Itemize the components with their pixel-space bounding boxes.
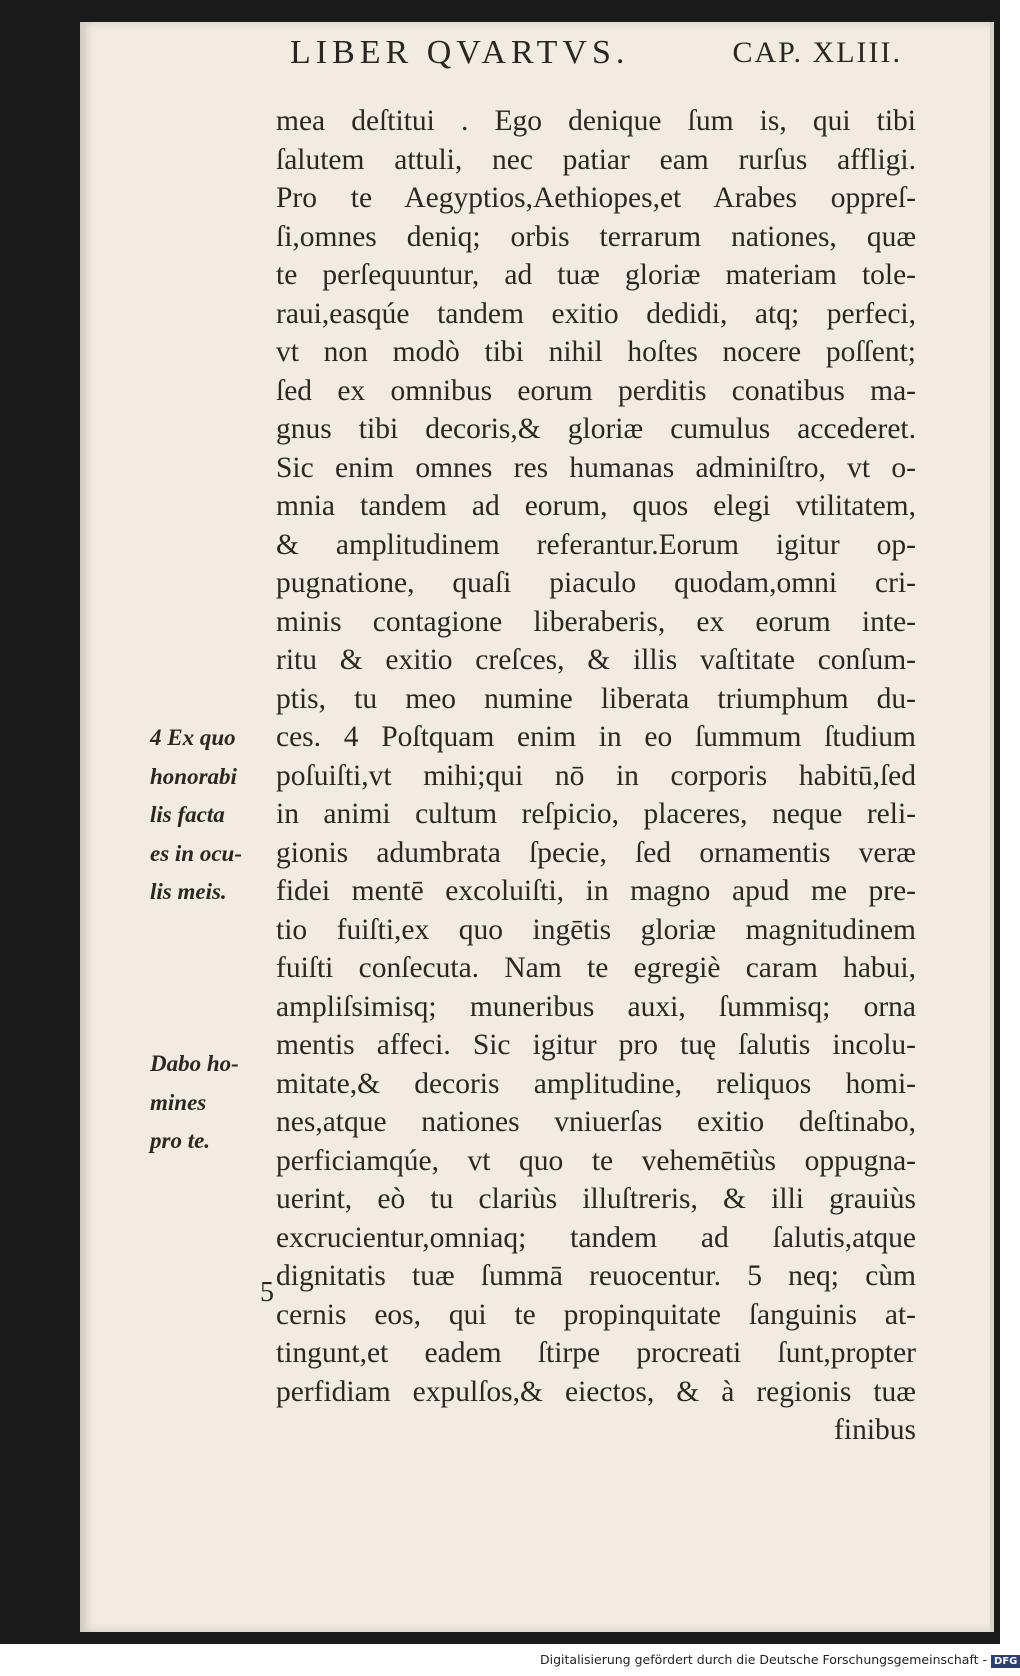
text-line: perfidiam expulſos,& eiectos, & à regionis tuæ [276,1375,916,1408]
marginal-note-line: 4 Ex quo [150,725,236,750]
main-text-block [276,102,916,1450]
text-line: tio fuiſti,ex quo ingētis gloriæ magnitudinem [276,913,916,946]
text-line: fidei mentē excoluiſti, in magno apud me pre- [276,875,916,907]
text-line: in animi cultum reſpicio, placeres, neque reli- [276,798,916,830]
text-line: ampliſsimisq; muneribus auxi, ſummisq; orna [276,990,916,1023]
text-line: fuiſti conſecuta. Nam te egregiè caram habui, [276,952,916,984]
marginal-note-line: lis meis. [150,879,227,904]
scan-border-top [0,0,1000,22]
text-line: mnia tandem ad eorum, quos elegi vtilitatem, [276,490,916,522]
text-line: minis contagione liberaberis, ex eorum inte- [276,605,916,638]
text-line: ritu & exitio creſces, & illis vaſtitate conſum- [276,644,916,676]
marginal-note-line: Dabo ho- [150,1051,239,1076]
marginal-note-line: es in ocu- [150,840,242,866]
text-line: Sic enim omnes res humanas adminiſtro, vt o- [276,451,916,484]
marginal-note-2 [150,1045,274,1161]
text-line: ces. 4 Poſtquam enim in eo ſummum ſtudium [276,721,916,753]
text-line: tingunt,et eadem ſtirpe procreati ſunt,propter [276,1337,916,1369]
text-line: finibus [834,1414,916,1446]
text-line: excrucientur,omniaq; tandem ad ſalutis,atque [276,1221,916,1254]
text-line: ſalutem attuli, nec patiar eam rurſus affligi. [276,143,916,176]
text-line: ptis, tu meo numine liberata triumphum du- [276,682,916,715]
scan-border-bottom [0,1632,1000,1644]
digitization-credit [540,1652,1020,1668]
text-line: nes,atque nationes vniuerſas exitio deſtinabo, [276,1106,916,1138]
text-line: raui,easqúe tandem exitio dedidi, atq; perfeci, [276,297,916,330]
marginal-note-line: mines [150,1089,207,1115]
text-line: dignitatis tuæ ſummā reuocentur. 5 neq; cùm [276,1260,916,1292]
text-line: uerint, eò tu clariùs illuſtreris, & illi grauiùs [276,1183,916,1215]
text-line: ſed ex omnibus eorum perditis conatibus ma- [276,374,916,407]
page-header [290,34,910,74]
scan-border-left [0,0,80,1640]
text-line: gionis adumbrata ſpecie, ſed ornamentis veræ [276,836,916,869]
text-line: mentis affeci. Sic igitur pro tuę ſalutis incolu- [276,1029,916,1061]
text-line: vt non modò tibi nihil hoſtes nocere poſſent; [276,336,916,368]
text-line: ſi,omnes deniq; orbis terrarum nationes, quæ [276,220,916,253]
text-line: cernis eos, qui te propinquitate ſanguinis at- [276,1298,916,1331]
chapter-heading: CAP. XLIII. [732,36,902,69]
marginal-note-1 [150,719,274,912]
text-line: pugnatione, quaſi piaculo quodam,omni cri- [276,567,916,599]
text-line: gnus tibi decoris,& gloriæ cumulus accederet. [276,413,916,445]
text-line: mea deſtitui . Ego denique ſum is, qui tibi [276,105,916,137]
marginal-note-line: lis facta [150,802,225,827]
text-line: mitate,& decoris amplitudine, reliquos homi- [276,1067,916,1100]
text-line: te perſequuntur, ad tuæ gloriæ materiam tole- [276,259,916,291]
credit-text: Digitalisierung gefördert durch die Deutsche Forschungsgemeinschaft - [540,1652,988,1667]
marginal-note-line: pro te. [150,1128,211,1153]
running-title: LIBER QVARTVS. [290,34,630,71]
marginal-note-line: honorabi [150,763,237,789]
text-line: poſuiſti,vt mihi;qui nō in corporis habitū,ſed [276,759,916,792]
dfg-logo: DFG [991,1655,1020,1668]
text-line: perficiamqúe, vt quo te vehemētiùs oppugna- [276,1144,916,1177]
text-line: & amplitudinem referantur.Eorum igitur op- [276,528,916,561]
text-line: Pro te Aegyptios,Aethiopes,et Arabes oppreſ- [276,182,916,214]
verse-number: 5 [260,1277,274,1308]
